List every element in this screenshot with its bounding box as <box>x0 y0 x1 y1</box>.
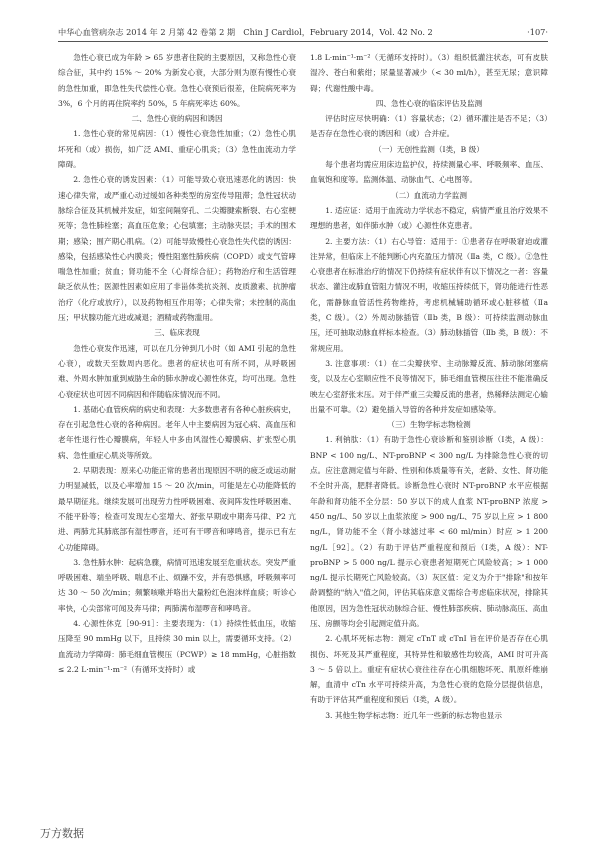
page-header <box>58 27 548 38</box>
paragraph: 评估时应尽快明确：（1）容量状态；（2）循环灌注是否不足；（3）是否存在急性心衰的诱因和（或）合并症。 <box>310 114 548 139</box>
paragraph: 2. 早期表现：原来心功能正常的患者出现原因不明的疲乏或运动耐力明显减低，以及心率增加 15 ～ 20 次/min，可能是左心功能降低的最早期征兆。继续发展可出现劳力性呼吸困难、夜间阵发性呼吸困难、不能平卧等；检查可发现左心室增大、舒张早期或中期奔马律、P2 亢进、两肺尤其肺底部有湿性啰音，还可有干啰音和哮鸣音，提示已有左心功能障碍。 <box>58 466 296 552</box>
right-column <box>310 50 548 723</box>
paragraph-continued: 1.8 L·min⁻¹·m⁻²（无循环支持时）。（3）组织低灌注状态，可有皮肤湿冷、苍白和紫绀；尿量显著减少（< 30 ml/h），甚至无尿；意识障碍；代谢性酸中毒。 <box>310 53 548 93</box>
section-heading: 四、急性心衰的临床评估及监测 <box>375 98 483 108</box>
intro-paragraph: 急性心衰已成为年龄 > 65 岁患者住院的主要原因，又称急性心衰综合征，其中约 15% ～ 20% 为新发心衰，大部分则为原有慢性心衰的急性加重，即急性失代偿性心衰。急性心衰预后很差，住院病死率为 3%，6 个月的再住院率约 50%，5 年病死率达 60%。 <box>58 53 296 108</box>
paragraph: 1. 急性心衰的常见病因：（1）慢性心衰急性加重；（2）急性心肌坏死和（或）损伤，如广泛 AMI、重症心肌炎；（3）急性血流动力学障碍。 <box>58 129 296 170</box>
paragraph: 每个患者均需应用床边监护仪，持续测量心率、呼吸频率、血压、血氧饱和度等。监测体温、动脉血气、心电图等。 <box>310 160 548 185</box>
subsection-heading: （一）无创性监测（Ⅰ类，B 级） <box>374 144 484 154</box>
left-column <box>58 50 296 677</box>
paragraph: 3. 其他生物学标志物：近几年一些新的标志物也显示 <box>325 710 502 720</box>
paragraph: 1. 适应证：适用于血流动力学状态不稳定，病情严重且治疗效果不理想的患者，如伴肺水肿（或）心源性休克患者。 <box>310 205 548 231</box>
header-rule <box>58 41 548 42</box>
subsection-heading: （二）血流动力学监测 <box>391 190 467 200</box>
paragraph: 3. 注意事项：（1）在二尖瓣狭窄、主动脉瓣反流、肺动脉闭塞病变，以及左心室顺应性不良等情况下，肺毛细血管楔压往往不能准确反映左心室舒张末压。对于伴严重三尖瓣反流的患者，热稀释法测定心输出量不可靠。（2）避免插入导管的各种并发症如感染等。 <box>310 358 548 414</box>
watermark: 万方数据 <box>40 827 84 840</box>
section-heading: 三、临床表现 <box>154 328 200 338</box>
paragraph: 1. 利钠肽：（1）有助于急性心衰诊断和鉴别诊断（Ⅰ类，A 级）：BNP < 100 ng/L、NT-proBNP < 300 ng/L 为排除急性心衰的切点。应注意测定值与年龄、性别和体质量等有关，老龄、女性、肾功能不全时升高，肥胖者降低。诊断急性心衰时 NT-proBNP 水平应根据年龄和肾功能不全分层：50 岁以下的成人血浆 NT-proBNP 浓度 > 450 ng/L、50 岁以上血浆浓度 > 900 ng/L、75 岁以上应 > 1 800 ng/L，肾功能不全（肾小球滤过率 < 60 ml/min）时应 > 1 200 ng/L［92］。（2）有助于评估严重程度和预后（Ⅰ类，A 级）：NT-proBNP > 5 000 ng/L 提示心衰患者短期死亡风险较高；> 1 000 ng/L 提示长期死亡风险较高。（3）灰区值：定义为介于"排除"和按年龄调整的"纳入"值之间，评估其临床意义需综合考虑临床状况，排除其他原因，因为急性冠状动脉综合征、慢性肺部疾病、肺动脉高压、高血压、房颤等均会引起测定值升高。 <box>310 435 548 628</box>
journal-citation: 中华心血管病杂志 2014 年 2 月第 42 卷第 2 期 Chin J Cardiol，February 2014，Vol. 42 No. 2 <box>58 27 433 37</box>
paragraph: 急性心衰发作迅速，可以在几分钟到几小时（如 AMI 引起的急性心衰），或数天至数周内恶化。患者的症状也可有所不同，从呼吸困难、外周水肿加重到威胁生命的肺水肿或心源性休克，均可出现。急性心衰症状也可因不同病因和伴随临床情况而不同。 <box>58 343 296 399</box>
section-heading: 二、急性心衰的病因和诱因 <box>131 114 223 124</box>
paragraph: 2. 心肌坏死标志物：测定 cTnT 或 cTnI 旨在评价是否存在心肌损伤、坏死及其严重程度，其特异性和敏感性均较高，AMI 时可升高 3 ～ 5 倍以上。重症有症状心衰往往存在心肌细胞坏死、肌原纤维崩解，血清中 cTn 水平可持续升高，为急性心衰的危险分层提供信息，有助于评估其严重程度和预后（Ⅰ类，A 级）。 <box>310 634 548 705</box>
subsection-heading: （三）生物学标志物检测 <box>387 420 471 430</box>
paragraph: 4. 心源性休克［90-91］：主要表现为：（1）持续性低血压，收缩压降至 90 mmHg 以下，且持续 30 min 以上，需要循环支持。（2）血流动力学障碍：肺毛细血管楔压（PCWP）≥ 18 mmHg，心脏指数 ≤ 2.2 L·min⁻¹·m⁻²（有循环支持时）或 <box>58 618 296 674</box>
paragraph: 3. 急性肺水肿：起病急骤，病情可迅速发展至危重状态。突发严重呼吸困难、端坐呼吸、喘息不止、烦躁不安，并有恐惧感，呼吸频率可达 30 ～ 50 次/min；频繁咳嗽并咯出大量粉红色泡沫样血痰；听诊心率快，心尖部常可闻及奔马律；两肺满布湿啰音和哮鸣音。 <box>58 557 296 613</box>
paragraph: 1. 基础心血管疾病的病史和表现：大多数患者有各种心脏疾病史，存在引起急性心衰的各种病因。老年人中主要病因为冠心病、高血压和老年性退行性心瓣膜病，年轻人中多由风湿性心瓣膜病、扩张型心肌病、急性重症心肌炎等所致。 <box>58 404 296 460</box>
page-number: ·107· <box>527 27 548 37</box>
paragraph: 2. 主要方法：（1）右心导管：适用于：①患者存在呼吸窘迫或灌注异常，但临床上不能判断心内充盈压力情况（Ⅱa 类，C 级）。②急性心衰患者在标准治疗的情况下仍持续有症状伴有以下情况之一者：容量状态、灌注或肺血管阻力情况不明，收缩压持续低下，肾功能进行性恶化，需静脉血管活性药物维持，考虑机械辅助循环或心脏移植（Ⅱa 类，C 级）。（2）外周动脉插管（Ⅱb 类，B 级）：可持续监测动脉血压，还可抽取动脉血样标本检查。（3）肺动脉插管（Ⅱb 类，B 级）：不常规应用。 <box>310 236 548 353</box>
paragraph: 2. 急性心衰的诱发因素：（1）可能导致心衰迅速恶化的诱因：快速心律失常，或严重心动过缓如各种类型的房室传导阻滞；急性冠状动脉综合征及其机械并发症，如室间隔穿孔、二尖瓣腱索断裂、右心室梗死等；急性肺栓塞；高血压危象；心包填塞；主动脉夹层；手术的围术期；感染；围产期心肌病。（2）可能导致慢性心衰急性失代偿的诱因：感染，包括感染性心内膜炎；慢性阻塞性肺疾病（COPD）或支气管哮喘急性加重；贫血；肾功能不全（心肾综合征）；药物治疗和生活管理缺乏依从性；医源性因素如应用了非甾体类抗炎剂、皮质激素、抗肿瘤治疗（化疗或放疗），以及药物相互作用等；心律失常；未控制的高血压；甲状腺功能亢进或减退；酒精或药物滥用。 <box>58 175 296 323</box>
